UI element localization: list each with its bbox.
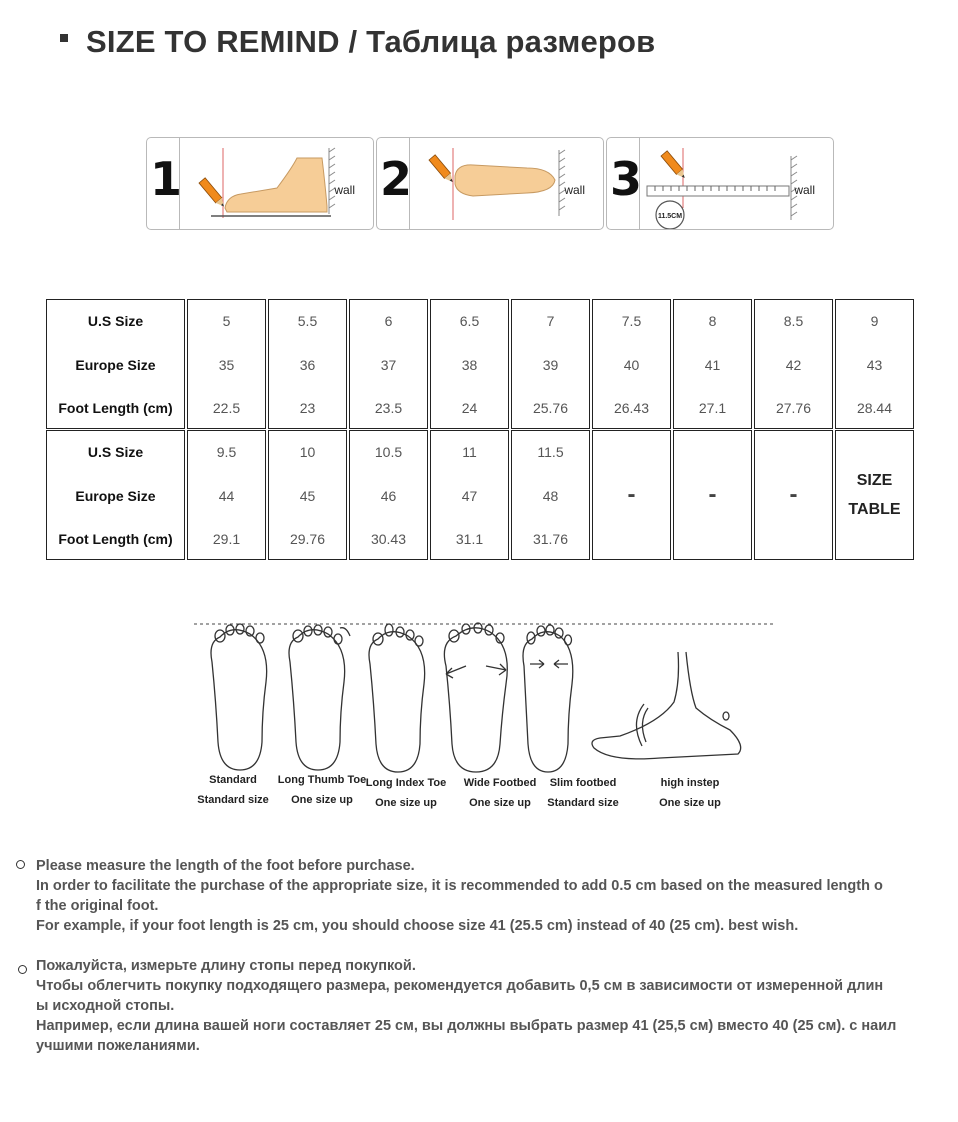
size-cell: 6.5 38 24 (430, 299, 509, 429)
step-2-panel (376, 137, 604, 230)
size-cell: 9 43 28.44 (835, 299, 914, 429)
foot-type-label: Wide Footbed One size up (463, 777, 537, 809)
step-number: 2 (380, 152, 413, 206)
size-cell: 10.5 46 30.43 (349, 430, 428, 560)
size-cell: 7.5 40 26.43 (592, 299, 671, 429)
size-table-row-1 (44, 297, 916, 431)
bullet-circle-icon (18, 965, 27, 974)
wall-label: wall (334, 183, 355, 197)
step-1-panel (146, 137, 374, 230)
note-english: Please measure the length of the foot before purchase. In order to facilitate the purchase of the appropriate size, it is recommended to add 0.5 cm based on the measured length o f the original foot. For example, if your foot length is 25 cm, you should choose size 41 (25.5 cm) instead of 40 (25 cm). best wish. (36, 858, 883, 934)
step-number: 3 (610, 152, 643, 206)
foot-type-label: Long Index Toe One size up (365, 777, 447, 809)
size-cell: 9.5 44 29.1 (187, 430, 266, 560)
title-bullet (60, 34, 68, 42)
size-cell: 8 41 27.1 (673, 299, 752, 429)
foot-type-label: high instep One size up (659, 777, 721, 809)
measure-label: 11.5CM (657, 213, 683, 220)
size-cell: 8.5 42 27.76 (754, 299, 833, 429)
size-cell: 5.5 36 23 (268, 299, 347, 429)
foot-types-illustration (190, 612, 780, 822)
wall-label: wall (794, 183, 815, 197)
foot-type-label: Long Thumb Toe One size up (277, 774, 367, 806)
bullet-circle-icon (16, 860, 25, 869)
empty-cell: - (673, 430, 752, 560)
foot-type-label: Standard Standard size (197, 774, 269, 806)
empty-cell: - (592, 430, 671, 560)
us-size-label: U.S Size (87, 444, 144, 460)
step-3-panel (606, 137, 834, 230)
size-cell: 7 39 25.76 (511, 299, 590, 429)
us-size-label: U.S Size (87, 313, 144, 329)
note-russian: Пожалуйста, измерьте длину стопы перед покупкой. Чтобы облегчить покупку подходящего размера, рекомендуется добавить 0,5 см в зависимости от измеренной длин ы исходной стопы. Например, если длина вашей ноги составляет 25 см, вы должны выбрать размер 41 (25,5 см) вместо 40 (25 см). с наил учшими пожеланиями. (36, 958, 897, 1054)
size-cell: 5 35 22.5 (187, 299, 266, 429)
pencil-icon (661, 151, 688, 181)
size-table-label-cell: SIZE TABLE (835, 430, 914, 560)
pencil-icon (429, 155, 456, 185)
size-cell: 10 45 29.76 (268, 430, 347, 560)
label-cell (46, 430, 185, 560)
size-cell: 6 37 23.5 (349, 299, 428, 429)
page-title: SIZE TO REMIND / Таблица размеров (86, 24, 656, 59)
foot-type-label: Slim footbed Standard size (547, 777, 619, 809)
europe-size-label: Europe Size (75, 356, 156, 373)
step-number: 1 (150, 152, 183, 206)
size-cell: 11 47 31.1 (430, 430, 509, 560)
wall-label: wall (564, 183, 585, 197)
foot-length-label: Foot Length (cm) (58, 400, 173, 416)
label-cell (46, 299, 185, 429)
size-table-row-2 (44, 428, 916, 562)
empty-cell: - (754, 430, 833, 560)
europe-size-label: Europe Size (75, 487, 156, 504)
size-cell: 11.5 48 31.76 (511, 430, 590, 560)
foot-length-label: Foot Length (cm) (58, 531, 173, 547)
